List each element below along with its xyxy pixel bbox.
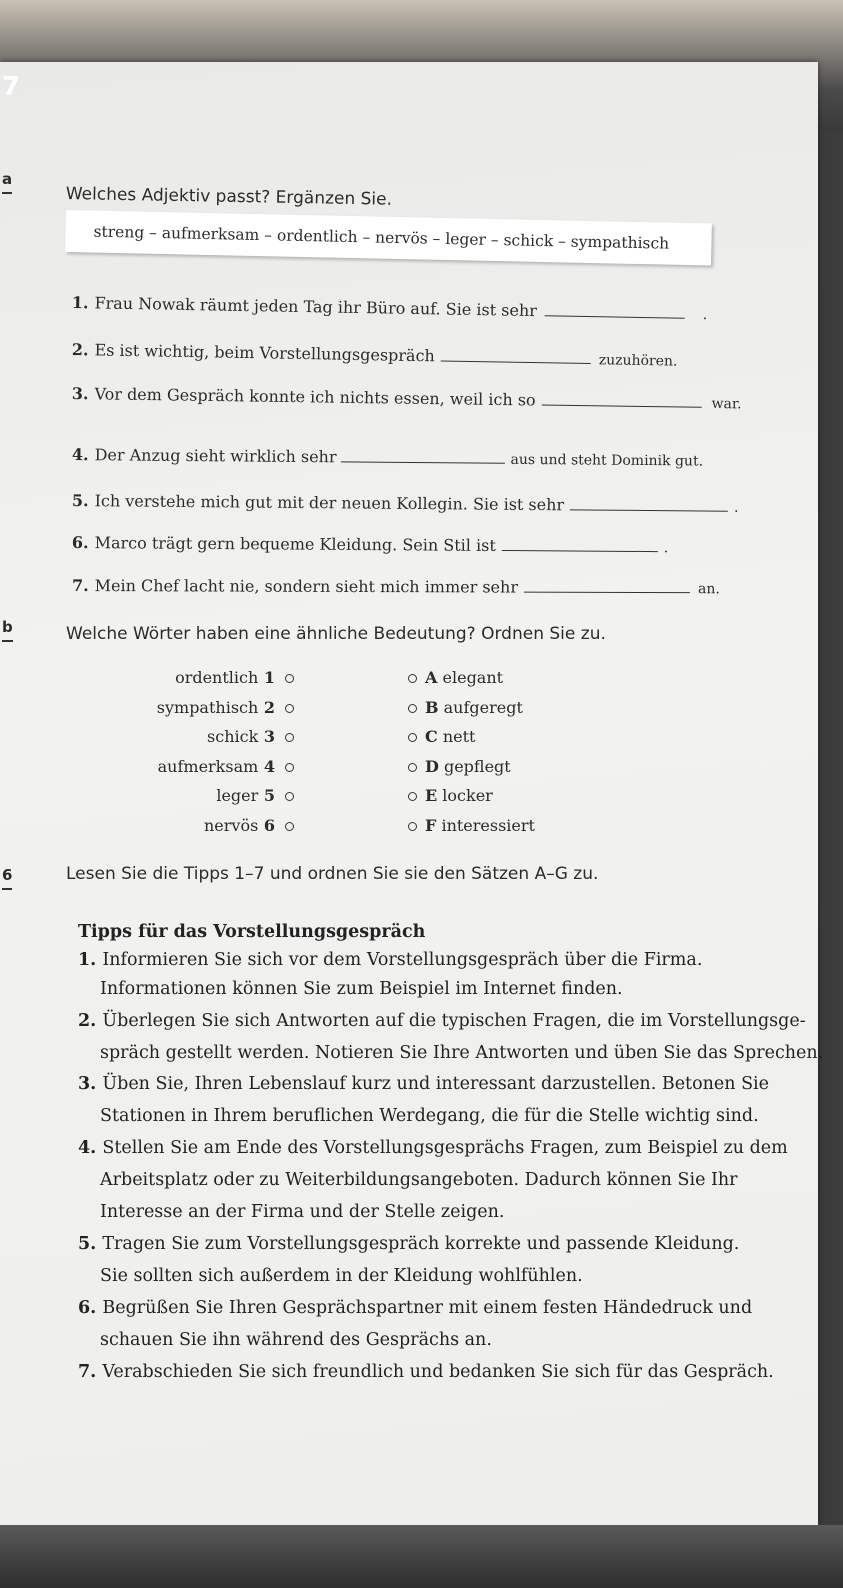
match-right-item [408,698,523,717]
answer-blank [502,536,658,552]
section-6-instruction: Lesen Sie die Tipps 1–7 und ordnen Sie sie den Sätzen A–G zu. [66,864,599,884]
match-word: leger [216,786,259,805]
tip-text: spräch gestellt werden. Notieren Sie Ihre Antworten und üben Sie das Sprechen. [100,1043,824,1063]
tip-number: 6. [78,1298,103,1318]
tip-number: 4. [78,1138,103,1158]
match-left-item [204,816,300,835]
sentence-text: Mein Chef lacht nie, sondern sieht mich immer sehr [94,576,519,597]
tip-line [78,1138,788,1158]
sentence-ending: . [702,307,708,324]
sentence-text: Marco trägt gern bequeme Kleidung. Sein Stil ist [94,533,496,555]
section-a-instruction: Welches Adjektiv passt? Ergänzen Sie. [65,184,393,210]
sentence-text: Es ist wichtig, beim Vorstellungsgespräch [94,340,435,366]
match-dot-icon [285,674,294,683]
sentence-number: 1. [71,293,89,313]
tip-line [100,1266,583,1286]
task-number: 7 [2,72,21,102]
match-right-item [408,816,535,835]
match-dot-icon [408,763,417,772]
sentence-ending: . [663,540,669,557]
match-left-item [157,698,300,717]
sentence-ending: . [734,499,739,516]
tip-line [100,1202,504,1222]
tip-text: Informationen können Sie zum Beispiel im Internet finden. [100,979,623,999]
tip-number: 2. [78,1011,103,1031]
answer-blank [545,301,685,318]
match-number: 6 [258,815,275,835]
match-number: 2 [258,697,275,717]
tip-text: Tragen Sie zum Vorstellungsgespräch korrekte und passende Kleidung. [102,1234,740,1254]
tip-text: Überlegen Sie sich Antworten auf die typischen Fragen, die im Vorstellungsge- [102,1011,806,1031]
sentence-ending: zuzuhören. [598,352,678,370]
tip-number: 5. [78,1234,103,1254]
answer-blank [570,495,728,511]
match-left-item [207,727,300,746]
tip-line [100,1330,492,1350]
sentence-item [72,576,720,597]
tip-line [78,1074,769,1094]
match-word: ordentlich [175,668,259,687]
tip-number: 7. [78,1362,103,1382]
background-bottom [0,1525,843,1588]
answer-blank [441,346,591,364]
match-number: 3 [258,727,275,746]
match-word: sympathisch [156,697,259,717]
match-letter: C [425,727,438,746]
answer-blank [341,447,505,463]
tip-line [100,1043,823,1063]
match-dot-icon [408,792,417,801]
tip-line [78,950,702,970]
tip-number: 1. [78,950,103,970]
match-word: interessiert [436,815,535,835]
match-dot-icon [285,792,294,801]
match-dot-icon [408,822,417,831]
section-6-label: 6 [2,866,12,890]
sentence-text: Ich verstehe mich gut mit der neuen Kollegin. Sie ist sehr [94,491,565,515]
section-a-label: a [2,170,12,194]
tip-line [100,979,623,999]
tip-text: Sie sollten sich außerdem in der Kleidung wohlfühlen. [100,1266,583,1286]
match-letter: A [425,668,438,687]
match-dot-icon [285,704,294,713]
tip-number: 3. [78,1074,103,1094]
match-dot-icon [408,733,417,742]
match-dot-icon [408,674,417,683]
tip-text: Arbeitsplatz oder zu Weiterbildungsangeboten. Dadurch können Sie Ihr [100,1170,738,1190]
sentence-number: 5. [71,491,89,511]
tip-line [78,1234,739,1254]
match-word: aufmerksam [157,756,259,776]
match-dot-icon [285,733,294,742]
match-number: 4 [258,756,275,776]
tip-text: Stationen in Ihrem beruflichen Werdegang, die für die Stelle wichtig sind. [100,1106,759,1126]
answer-blank [542,391,702,408]
tip-text: Informieren Sie sich vor dem Vorstellungsgespräch über die Firma. [102,950,703,970]
match-left-item [216,786,300,805]
sentence-ending: aus und steht Dominik gut. [510,451,704,470]
match-dot-icon [408,704,417,713]
answer-blank [524,578,690,594]
match-right-item [408,757,511,776]
sentence-number: 4. [71,445,89,465]
match-letter: E [425,786,438,805]
match-dot-icon [285,822,294,831]
match-word: nervös [203,815,259,835]
match-word: elegant [437,668,504,687]
match-letter: F [425,815,437,835]
match-letter: B [425,697,439,717]
tip-line [100,1106,759,1126]
tip-text: Stellen Sie am Ende des Vorstellungsgesprächs Fragen, zum Beispiel zu dem [102,1138,788,1158]
section-b-label: b [2,618,13,642]
tip-line [78,1011,806,1031]
tip-text: schauen Sie ihn während des Gesprächs an. [100,1330,492,1350]
sentence-number: 7. [71,576,89,596]
tip-line [100,1170,738,1190]
match-word: locker [437,786,493,805]
match-word: gepflegt [438,756,511,776]
match-number: 5 [258,786,275,805]
match-word: schick [207,727,259,746]
tip-text: Verabschieden Sie sich freundlich und bedanken Sie sich für das Gespräch. [102,1362,774,1382]
word-box: streng – aufmerksam – ordentlich – nervös – leger – schick – sympathisch [65,210,712,266]
tip-text: Begrüßen Sie Ihren Gesprächspartner mit einem festen Händedruck und [102,1298,753,1318]
tip-text: Üben Sie, Ihren Lebenslauf kurz und interessant darzustellen. Betonen Sie [102,1074,770,1094]
tip-line [78,1362,774,1382]
match-right-item [408,668,503,687]
sentence-text: Der Anzug sieht wirklich sehr [94,445,337,467]
sentence-ending: war. [711,395,742,413]
match-right-item [408,727,475,746]
match-left-item [175,668,300,687]
match-number: 1 [258,668,275,687]
sentence-text: Vor dem Gespräch konnte ich nichts essen, weil ich so [94,384,536,410]
sentence-number: 2. [71,340,89,360]
match-right-item [408,786,493,805]
match-dot-icon [285,763,294,772]
sentence-number: 6. [71,533,89,553]
match-left-item [158,757,300,776]
match-word: nett [437,727,476,746]
match-word: aufgeregt [438,697,523,717]
match-letter: D [425,756,439,776]
tips-title: Tipps für das Vorstellungsgespräch [78,922,426,942]
sentence-ending: an. [697,581,720,598]
sentence-text: Frau Nowak räumt jeden Tag ihr Büro auf. Sie ist sehr [94,293,538,321]
tip-line [78,1298,752,1318]
sentence-number: 3. [71,384,89,404]
section-b-instruction: Welche Wörter haben eine ähnliche Bedeutung? Ordnen Sie zu. [66,624,606,644]
tip-text: Interesse an der Firma und der Stelle zeigen. [100,1202,505,1222]
